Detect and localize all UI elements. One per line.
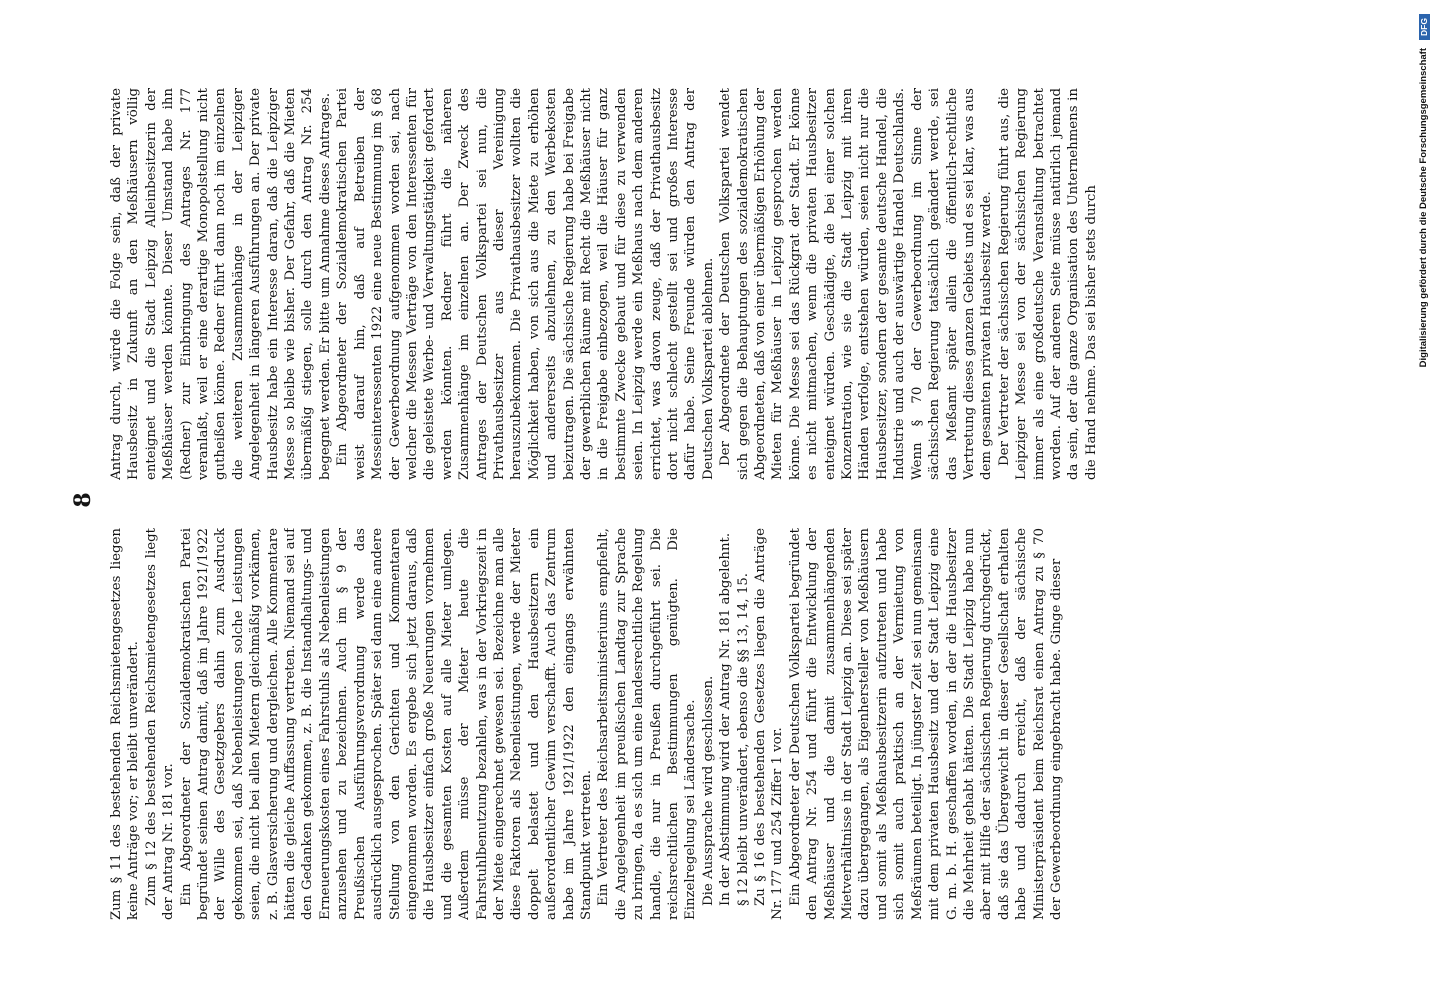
paragraph: Ein Vertreter des Reichsarbeitsministeriums empfiehlt, die Angelegenheit im preußischen Landtag zur Sprache zu bringen, da es sich um eine landesrechtliche Regelung handle, die nur in Preußen durchgeführt sei. Die reichsrechtlichen Bestimmungen genügten. Die Einzelregelung sei Ländersache.	[596, 528, 699, 920]
paragraph: Ein Abgeordneter der Sozialdemokratischen Partei begründet seinen Antrag damit, daß im Jahre 1921/1922 der Wille des Gesetzgebers dahin zum Ausdruck gekommen sei, daß Nebenleistungen solche Leistungen seien, die nicht bei allen Mietern gleichmäßig vorkämen, z. B. Glasversicherung und dergleichen. Alle Kommentare hätten die gleiche Auffassung vertreten. Niemand sei auf den Gedanken gekommen, z. B. die Instandhaltungs- und Erneuerungskosten eines Fahrstuhls als Nebenleistungen anzusehen und zu bezeichnen. Auch im § 9 der Preußischen Ausführungsverordnung werde das ausdrücklich ausgesprochen. Später sei dann eine andere Stellung von den Gerichten und Kommentaren eingenommen worden. Es ergebe sich jetzt daraus, daß die Hausbesitzer einfach große Neuerungen vornehmen und die gesamten Kosten auf alle Mieter umlegen. Außerdem müsse der Mieter heute die Fahrstuhlbenutzung bezahlen, was in der Vorkriegszeit in der Miete eingerechnet gewesen sei. Bezeichne man alle diese Faktoren als Nebenleistungen, werde der Mieter doppelt belastet und den Hausbesitzern ein außerordentlicher Gewinn verschafft. Auch das Zentrum habe im Jahre 1921/1922 den eingangs erwähnten Standpunkt vertreten.	[178, 528, 594, 920]
footer-strip	[1418, 0, 1432, 1000]
paragraph: Zum § 12 des bestehenden Reichsmietengesetzes liegt der Antrag Nr. 181 vor.	[143, 528, 177, 920]
paragraph: Der Abgeordnete der Deutschen Volkspartei wendet sich gegen die Behauptungen des sozialdemokratischen Abgeordneten, daß von einer übermäßigen Erhöhung der Mieten für Meßhäuser in Leipzig gesprochen werden könne. Die Messe sei das Rückgrat der Stadt. Er könne es nicht mitmachen, wenn die privaten Hausbesitzer enteignet würden. Geschädigte, die bei einer solchen Konzentration, wie sie die Stadt Leipzig mit ihren Händen verfolge, entstehen würden, seien nicht nur die Hausbesitzer, sondern der gesamte deutsche Handel, die Industrie und auch der auswärtige Handel Deutschlands. Wenn § 70 der Gewerbeordnung im Sinne der sächsischen Regierung tatsächlich geändert werde, sei das Meßamt später allein die öffentlich-rechtliche Vertretung dieses ganzen Gebiets und es sei klar, was aus dem gesamten privaten Hausbesitz werde.	[718, 88, 995, 480]
paragraph: Der Vertreter der sächsischen Regierung führt aus, die Leipziger Messe sei von der sächsischen Regierung immer als eine großdeutsche Veranstaltung betrachtet worden. Auf der anderen Seite müsse natürlich jemand da sein, der die ganze Organisation des Unternehmens in die Hand nehme. Das sei bisher stets durch	[996, 88, 1099, 480]
paragraph: Zu § 16 des bestehenden Gesetzes liegen die Anträge Nr. 177 und 254 Ziffer 1 vor.	[753, 528, 786, 920]
paragraph: Ein Abgeordneter der Sozialdemokratischen Partei weist darauf hin, daß auf Betreiben der Messeinteressenten 1922 eine neue Bestimmung im § 68 der Gewerbeordnung aufgenommen worden sei, nach welcher die Messen Verträge von den Interessenten für die geleistete Werbe- und Verwaltungstätigkeit gefordert werden könnten. Redner führt die näheren Zusammenhänge im einzelnen an. Der Zweck des Antrages der Deutschen Volkspartei sei nun, die Privathausbesitzer aus dieser Vereinigung herauszubekommen. Die Privathausbesitzer wollten die Möglichkeit haben, von sich aus die Miete zu erhöhen und andererseits abzulehnen, zu den Werbekosten beizutragen. Die sächsische Regierung habe bei Freigabe der gewerblichen Räume mit Recht die Meßhäuser nicht in die Freigabe einbezogen, weil die Häuser für ganz bestimmte Zwecke gebaut und für diese zu verwenden seien. In Leipzig werde ein Meßhaus nach dem anderen errichtet, was davon zeuge, daß der Privathausbesitz dort nicht schlecht gestellt sei und großes Interesse dafür habe. Seine Freunde würden den Antrag der Deutschen Volkspartei ablehnen.	[335, 88, 716, 480]
text-column-right	[108, 88, 1288, 480]
paragraph: In der Abstimmung wird der Antrag Nr. 181 abgelehnt.	[718, 532, 734, 906]
paragraph: Die Aussprache wird geschlossen.	[700, 675, 716, 906]
paragraph: Zum § 11 des bestehenden Reichsmietengesetzes liegen keine Anträge vor; er bleibt unverändert.	[109, 528, 142, 920]
text-column-left	[108, 528, 1288, 920]
paragraph: § 12 bleibt unverändert, ebenso die §§ 13, 14, 15.	[735, 572, 751, 906]
page-number: 8	[70, 492, 96, 508]
funding-note: Digitalisierung gefördert durch die Deutsche Forschungsgemeinschaft	[1418, 48, 1429, 368]
paragraph: Ein Abgeordneter der Deutschen Volkspartei begründet den Antrag Nr. 254 und führt die Entwicklung der Meßhäuser und die damit zusammenhängenden Mietverhältnisse in der Stadt Leipzig an. Diese sei später dazu übergegangen, als Eigenhersteller von Meßhäusern und somit als Meßhausbesitzerin aufzutreten und habe sich somit auch praktisch an der Vermietung von Meßräumen beteiligt. In jüngster Zeit sei nun gemeinsam mit dem privaten Hausbesitz und der Stadt Leipzig eine G. m. b. H. geschaffen worden, in der die Hausbesitzer die Mehrheit gehabt hätten. Die Stadt Leipzig habe nun aber mit Hilfe der sächsischen Regierung durchgedrückt, daß sie das Übergewicht in dieser Gesellschaft erhalten habe und dadurch erreicht, daß der sächsische Ministerpräsident beim Reichsrat einen Antrag zu § 70 der Gewerbeordnung eingebracht habe. Ginge dieser	[787, 528, 1064, 920]
paragraph: Antrag durch, würde die Folge sein, daß der private Hausbesitz in Zukunft an den Meßhäusern völlig enteignet und die Stadt Leipzig Alleinbesitzerin der Meßhäuser werden könnte. Dieser Umstand habe ihn (Redner) zur Einbringung des Antrages Nr. 177 veranlaßt, weil er eine derartige Monopolstellung nicht gutheißen könne. Redner führt dann noch im einzelnen die weiteren Zusammenhänge in der Leipziger Angelegenheit in längeren Ausführungen an. Der private Hausbesitz habe ein Interesse daran, daß die Leipziger Messe so bleibe wie bisher. Der Gefahr, daß die Mieten übermäßig stiegen, solle durch den Antrag Nr. 254 begegnet werden. Er bitte um Annahme dieses Antrages.	[109, 88, 333, 480]
dfg-logo: DFG	[1419, 14, 1430, 40]
